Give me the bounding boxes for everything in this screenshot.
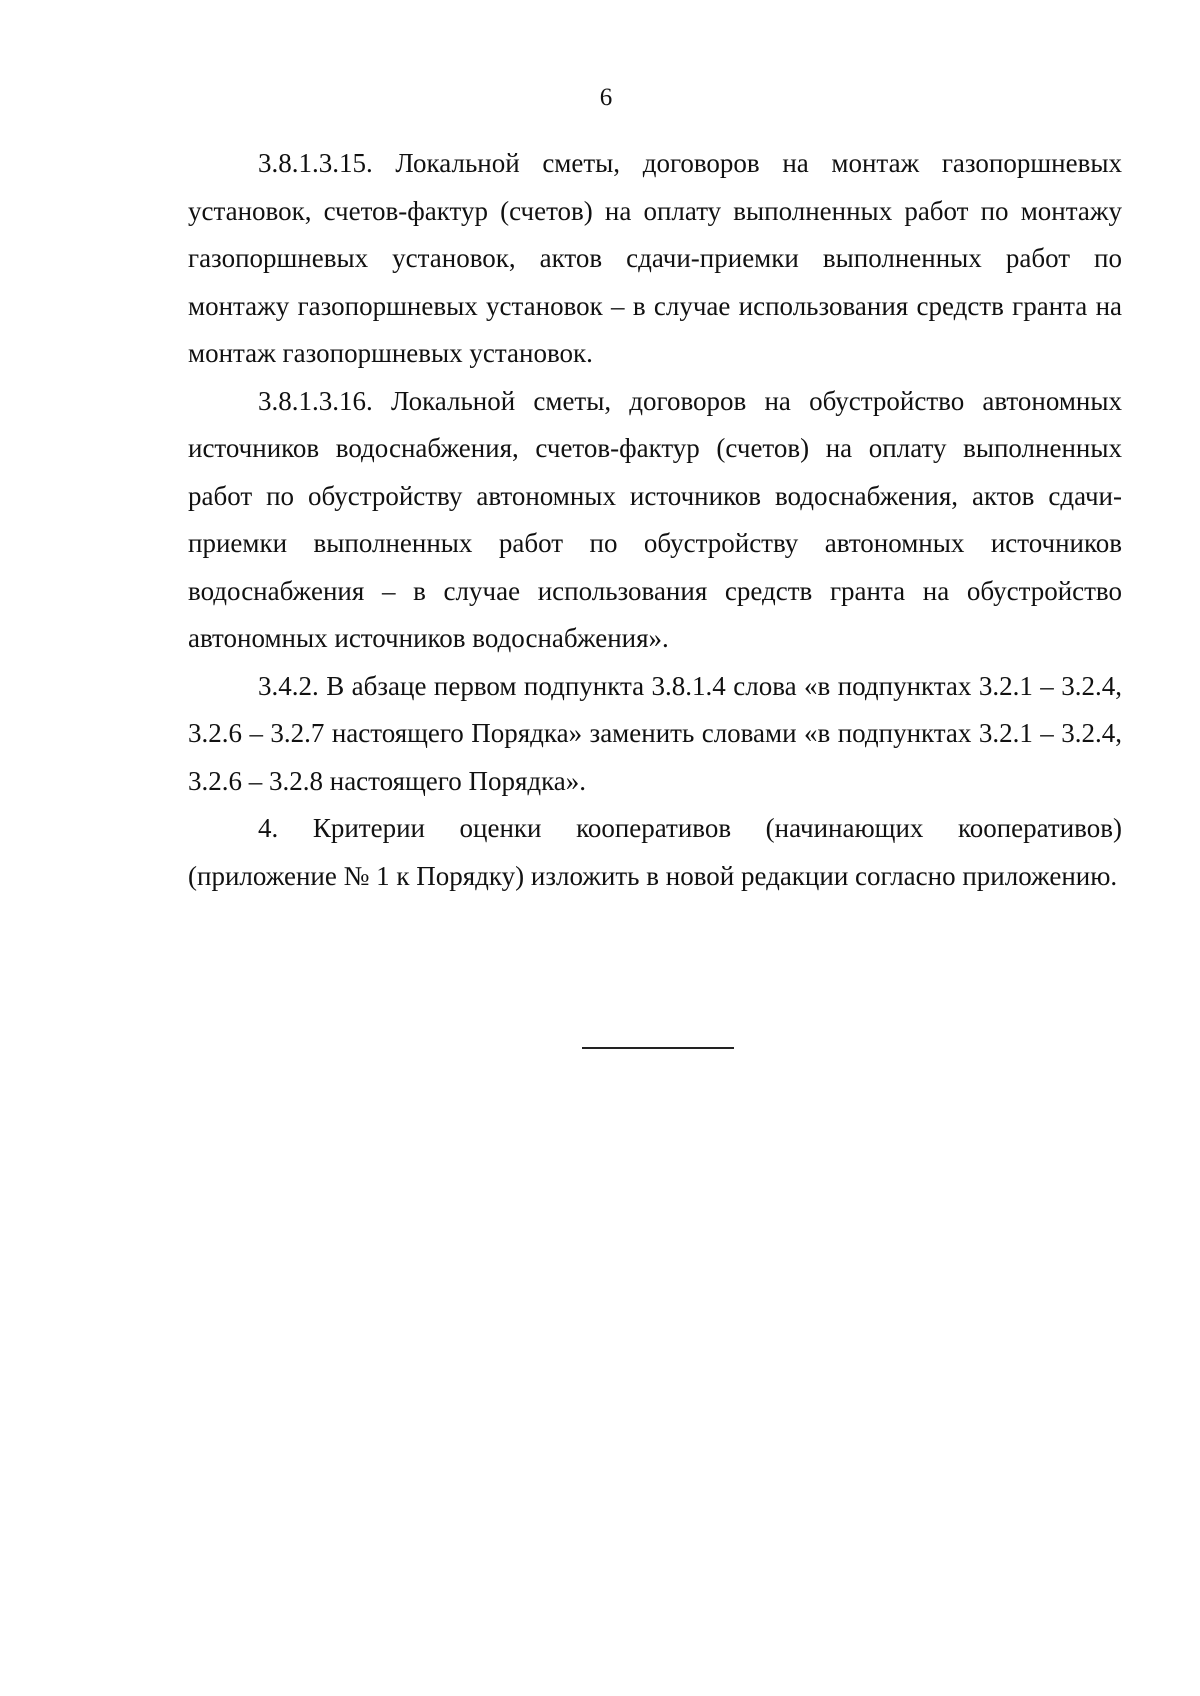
paragraph-4: 4. Критерии оценки кооперативов (начинающих кооперативов) (приложение № 1 к Порядку) изложить в новой редакции согласно приложению. — [188, 813, 1122, 891]
document-body — [188, 140, 1122, 900]
page-number: 6 — [599, 84, 613, 111]
closing-divider — [582, 1047, 734, 1049]
paragraph-3-8-1-3-16: 3.8.1.3.16. Локальной сметы, договоров на обустройство автономных источников водоснабжения, счетов-фактур (счетов) на оплату выполненных работ по обустройству автономных источников водоснабжения, актов сдачи-приемки выполненных работ по обустройству автономных источников водоснабжения – в случае использования средств гранта на обустройство автономных источников водоснабжения». — [188, 385, 1122, 653]
paragraph-3-4-2: 3.4.2. В абзаце первом подпункта 3.8.1.4 слова «в подпунктах 3.2.1 – 3.2.4, 3.2.6 – 3.2.7 настоящего Порядка» заменить словами «в подпунктах 3.2.1 – 3.2.4, 3.2.6 – 3.2.8 настоящего Порядка». — [188, 670, 1122, 796]
paragraph-3-8-1-3-15: 3.8.1.3.15. Локальной сметы, договоров на монтаж газопоршневых установок, счетов-фактур (счетов) на оплату выполненных работ по монтажу газопоршневых установок, актов сдачи-приемки выполненных работ по монтажу газопоршневых установок – в случае использования средств гранта на монтаж газопоршневых установок. — [188, 148, 1122, 368]
